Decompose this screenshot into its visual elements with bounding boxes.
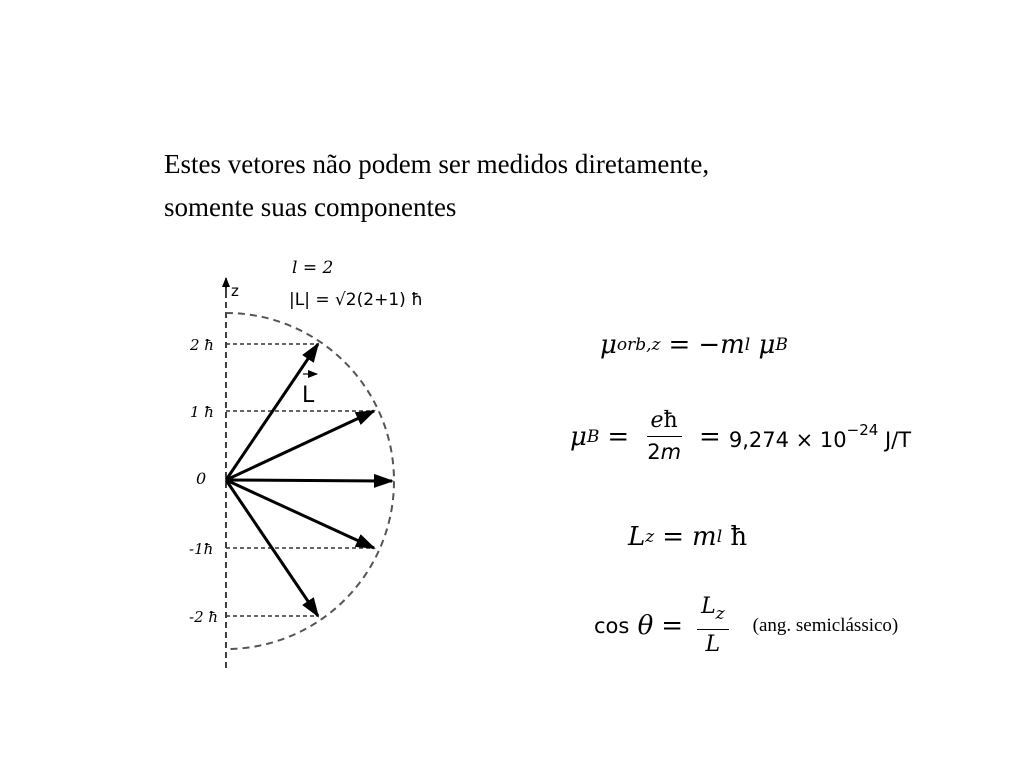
cos-note: (ang. semiclássico) <box>752 615 899 636</box>
intro-line-1: Estes vetores não podem ser medidos diretamente, <box>164 149 710 179</box>
tick-label-m2: -2 ħ <box>189 608 219 626</box>
equation-mu-b: μ B = $\frac{eħ}{2m}$ = $9,274 \times 10^{-24}$ J/T <box>570 408 912 464</box>
equation-mu-orb: μ orb,z = − m l μ B <box>600 330 788 360</box>
intro-line-2: somente suas componentes <box>164 192 457 222</box>
equation-cos: cos θ = $\frac{L_z}{L}$ (ang. semiclássico) <box>594 594 899 657</box>
vector-label: L <box>302 383 315 408</box>
tick-label-2: 2 ħ <box>190 336 214 354</box>
l-value-label: l = 2 <box>292 258 334 278</box>
l-vector-ml-0 <box>226 480 392 481</box>
magnitude-label: |L| = √2(2+1) ħ <box>289 290 423 310</box>
z-axis-label: z <box>231 282 239 300</box>
tick-label-0: 0 <box>196 469 207 488</box>
tick-label-m1: -1ħ <box>189 540 214 558</box>
equation-lz: L z = m l ħ <box>628 522 748 552</box>
tick-label-1: 1 ħ <box>190 403 214 421</box>
